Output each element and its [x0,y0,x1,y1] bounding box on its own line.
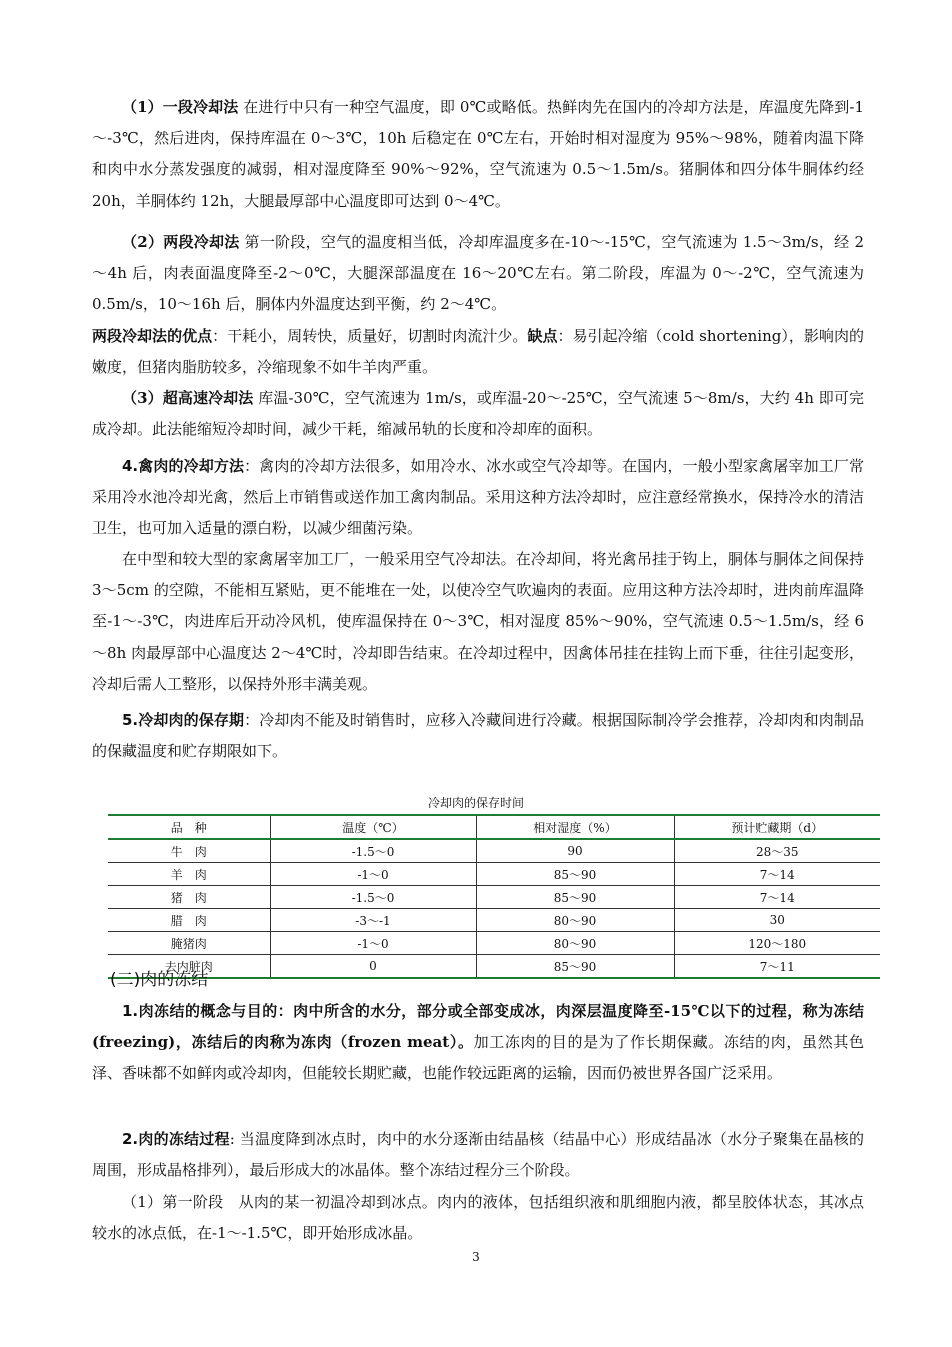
heading-poultry-cooling: 4.禽肉的冷却方法 [122,457,245,475]
table-cell: 羊 肉 [108,863,270,886]
body-text: 在进行中只有一种空气温度，即 0℃或略低。热鲜肉先在国内的冷却方法是，库温度先降到-1～-3℃，然后进肉，保持库温在 0～3℃，10h 后稳定在 0℃左右，开始时相对湿度为 95%～98%，随着肉温下降和肉中水分蒸发强度的减弱，相对湿度降至 90%～92%，空气流速为 0.5～1.5m/s。猪胴体和四分体牛胴体约经 20h，羊胴体约 12h，大腿最厚部中心温度即可达到 0～4℃。 [92,98,864,210]
table-cell: 85～90 [476,863,674,886]
bold-definition-text: ：肉中所含的水分，部分或全部变成冰，肉深层温度降至-15℃以下的过程，称为冻结(freezing)，冻结后的肉称为冻肉（frozen meat）。 [92,1002,864,1052]
table-cell: -1.5～0 [270,839,476,863]
body-text: ：冷却肉不能及时销售时，应移入冷藏间进行冷藏。根据国际制冷学会推荐，冷却肉和肉制品的保藏温度和贮存期限如下。 [92,711,864,761]
heading-two-stage-cooling: （2）两段冷却法 [122,233,240,251]
table-row [108,886,880,909]
table-cell: 腊 肉 [108,909,270,932]
paragraph-shelf-life [92,705,864,767]
table-cell: -1.5～0 [270,886,476,909]
table-cell: 0 [270,955,476,979]
table-cell: 85～90 [476,886,674,909]
body-text: ：干耗小，周转快，质量好，切割时肉流汁少。 [212,327,528,345]
table-cell: 120～180 [674,932,880,955]
table-row [108,955,880,979]
table-row [108,909,880,932]
table-cell: 7～11 [674,955,880,979]
table-cell: 30 [674,909,880,932]
heading-freezing-concept: 1.肉冻结的概念与目的 [122,1002,278,1020]
table-row [108,863,880,886]
table-cell: 猪 肉 [108,886,270,909]
column-header-temperature: 温度（℃） [270,815,476,839]
paragraph-freezing-concept [92,996,864,1090]
table-cell: 90 [476,839,674,863]
storage-time-table [108,814,880,979]
table-row [108,932,880,955]
table-cell: -1～0 [270,932,476,955]
heading-disadvantages: 缺点 [527,327,558,345]
table-cell: 28～35 [674,839,880,863]
table-row [108,839,880,863]
table-cell: 去内脏肉 [108,955,270,979]
heading-single-stage-cooling: （1）一段冷却法 [122,98,239,116]
body-text: 库温-30℃，空气流速为 1m/s，或库温-20～-25℃，空气流速 5～8m/s，大约 4h 即可完成冷却。此法能缩短冷却时间，减少干耗，缩减吊轨的长度和冷却库的面积。 [92,389,864,439]
table-cell: 牛 肉 [108,839,270,863]
table-cell: -1～0 [270,863,476,886]
section-heading-freezing: (二)肉的冻结 [110,970,209,990]
paragraph-freezing-process [92,1124,864,1186]
heading-advantages: 两段冷却法的优点 [92,327,213,345]
column-header-variety: 品 种 [108,815,270,839]
page-number: 3 [472,1250,480,1264]
body-text: : 当温度降到冰点时，肉中的水分逐渐由结晶核（结晶中心）形成结晶冰（水分子聚集在晶核的周围，形成晶格排列），最后形成大的冰晶体。整个冻结过程分三个阶段。 [92,1130,864,1180]
paragraph-air-cooling [92,544,864,700]
table-cell: 腌猪肉 [108,932,270,955]
table-cell: 80～90 [476,932,674,955]
table-cell: 7～14 [674,863,880,886]
body-text: ：禽肉的冷却方法很多，如用冷水、冰水或空气冷却等。在国内，一般小型家禽屠宰加工厂常采用冷水池冷却光禽，然后上市销售或送作加工禽肉制品。采用这种方法冷却时，应注意经常换水，保持冷水的清洁卫生，也可加入适量的漂白粉，以减少细菌污染。 [92,457,864,538]
paragraph-first-stage [92,1187,864,1249]
body-text: 第一阶段，空气的温度相当低，冷却库温度多在-10～-15℃，空气流速为 1.5～3m/s，经 2～4h 后，肉表面温度降至-2～0℃，大腿深部温度在 16～20℃左右。第二阶段，库温为 0～-2℃，空气流速为 0.5m/s，10～16h 后，胴体内外温度达到平衡，约 2～4℃。 [92,233,864,314]
table-title: 冷却肉的保存时间 [427,796,524,810]
body-text: ：易引起冷缩（cold shortening），影响肉的嫩度，但猪肉脂肪较多，冷缩现象不如牛羊肉严重。 [92,327,864,377]
table-cell: 7～14 [674,886,880,909]
table-cell: -3～-1 [270,909,476,932]
heading-ultra-fast-cooling: （3）超高速冷却法 [122,389,254,407]
paragraph-poultry-cooling [92,451,864,545]
body-text: 加工冻肉的目的是为了作长期保藏。冻结的肉，虽然其色泽、香味都不如鲜肉或冷却肉，但能较长期贮藏，也能作较远距离的运输，因而仍被世界各国广泛采用。 [92,1033,864,1083]
table-header-row [108,815,880,839]
body-text: 在中型和较大型的家禽屠宰加工厂，一般采用空气冷却法。在冷却间，将光禽吊挂于钩上，胴体与胴体之间保持 3～5cm 的空隙，不能相互紧贴，更不能堆在一处，以使冷空气吹遍肉的表面。应用这种方法冷却时，进肉前库温降至-1～-3℃，肉进库后开动冷风机，使库温保持在 0～3℃，相对湿度 85%～90%，空气流速 0.5～1.5m/s，经 6～8h 肉最厚部中心温度达 2～4℃时，冷却即告结束。在冷却过程中，因禽体吊挂在挂钩上而下垂，往往引起变形，冷却后需人工整形，以保持外形丰满美观。 [92,550,864,693]
paragraph-pros-cons [92,321,864,383]
column-header-storage-period: 预计贮藏期（d） [674,815,880,839]
paragraph-single-stage-cooling [92,92,864,217]
paragraph-ultra-fast-cooling [92,383,864,445]
paragraph-two-stage-cooling [92,227,864,321]
body-text: （1）第一阶段 从肉的某一初温冷却到冰点。肉内的液体，包括组织液和肌细胞内液，都呈胶体状态，其冰点较水的冰点低，在-1～-1.5℃，即开始形成冰晶。 [92,1193,864,1243]
table-cell: 85～90 [476,955,674,979]
table-cell: 80～90 [476,909,674,932]
column-header-humidity: 相对湿度（%） [476,815,674,839]
heading-freezing-process: 2.肉的冻结过程 [122,1130,230,1148]
heading-shelf-life: 5.冷却肉的保存期 [122,711,245,729]
